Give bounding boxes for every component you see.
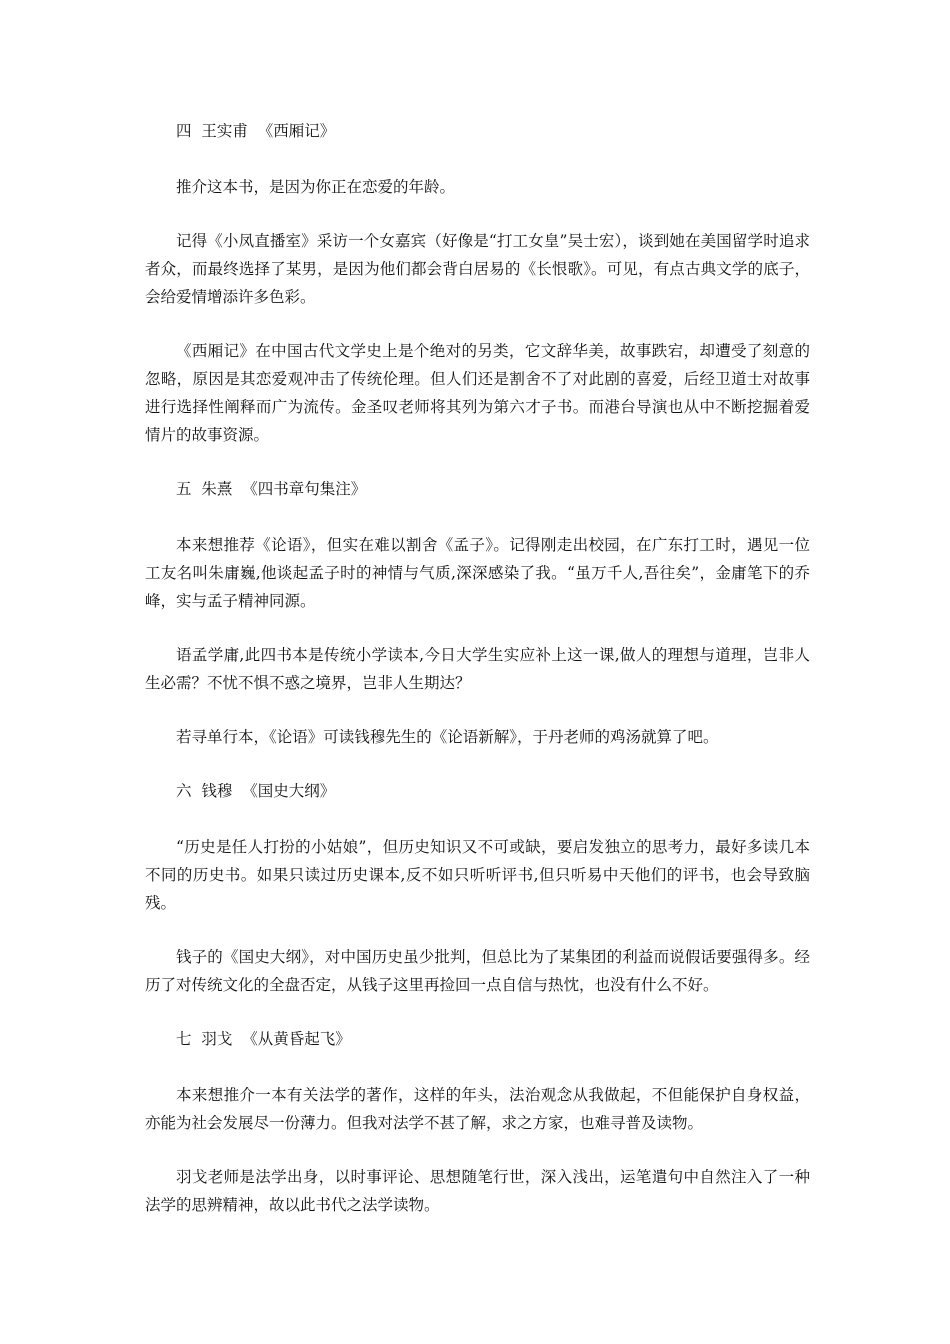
section-heading: 七 羽戈 《从黄昏起飞》 xyxy=(176,1030,351,1048)
paragraph: 记得《小凤直播室》采访一个女嘉宾（好像是“打工女皇”吴士宏），谈到她在美国留学时追求者众，而最终选择了某男，是因为他们都会背白居易的《长恨歌》。可见，有点古典文学的底子，会给爱情增添许多色彩。 xyxy=(145,232,810,306)
document-page xyxy=(145,117,810,1245)
paragraph: 语孟学庸,此四书本是传统小学读本,今日大学生实应补上这一课,做人的理想与道理，岂非人生必需？不忧不惧不惑之境界，岂非人生期达？ xyxy=(145,646,810,692)
paragraph: 本来想推荐《论语》，但实在难以割舍《孟子》。记得刚走出校园，在广东打工时，遇见一位工友名叫朱庸巍,他谈起孟子时的神情与气质,深深感染了我。“虽万千人,吾往矣”，金庸笔下的乔峰，实与孟子精神同源。 xyxy=(145,536,810,610)
paragraph: 推介这本书，是因为你正在恋爱的年龄。 xyxy=(176,178,456,196)
paragraph: 本来想推介一本有关法学的著作，这样的年头，法治观念从我做起，不但能保护自身权益，亦能为社会发展尽一份薄力。但我对法学不甚了解，求之方家，也难寻普及读物。 xyxy=(145,1086,810,1132)
section-heading: 四 王实甫 《西厢记》 xyxy=(176,122,336,140)
paragraph: 钱子的《国史大纲》，对中国历史虽少批判，但总比为了某集团的利益而说假话要强得多。经历了对传统文化的全盘否定，从钱子这里再捡回一点自信与热忱，也没有什么不好。 xyxy=(145,948,810,994)
section-heading: 五 朱熹 《四书章句集注》 xyxy=(176,480,367,498)
paragraph: 若寻单行本，《论语》可读钱穆先生的《论语新解》，于丹老师的鸡汤就算了吧。 xyxy=(176,728,719,746)
paragraph: “历史是任人打扮的小姑娘”，但历史知识又不可或缺，要启发独立的思考力，最好多读几本不同的历史书。如果只读过历史课本,反不如只听听评书,但只听易中天他们的评书，也会导致脑残。 xyxy=(145,838,810,912)
section-heading: 六 钱穆 《国史大纲》 xyxy=(176,782,336,800)
paragraph: 羽戈老师是法学出身，以时事评论、思想随笔行世，深入浅出，运笔遣句中自然注入了一种法学的思辨精神，故以此书代之法学读物。 xyxy=(145,1168,810,1214)
paragraph: 《西厢记》在中国古代文学史上是个绝对的另类，它文辞华美，故事跌宕，却遭受了刻意的忽略，原因是其恋爱观冲击了传统伦理。但人们还是割舍不了对此剧的喜爱，后经卫道士对故事进行选择性阐释而广为流传。金圣叹老师将其列为第六才子书。而港台导演也从中不断挖掘着爱情片的故事资源。 xyxy=(145,342,810,444)
